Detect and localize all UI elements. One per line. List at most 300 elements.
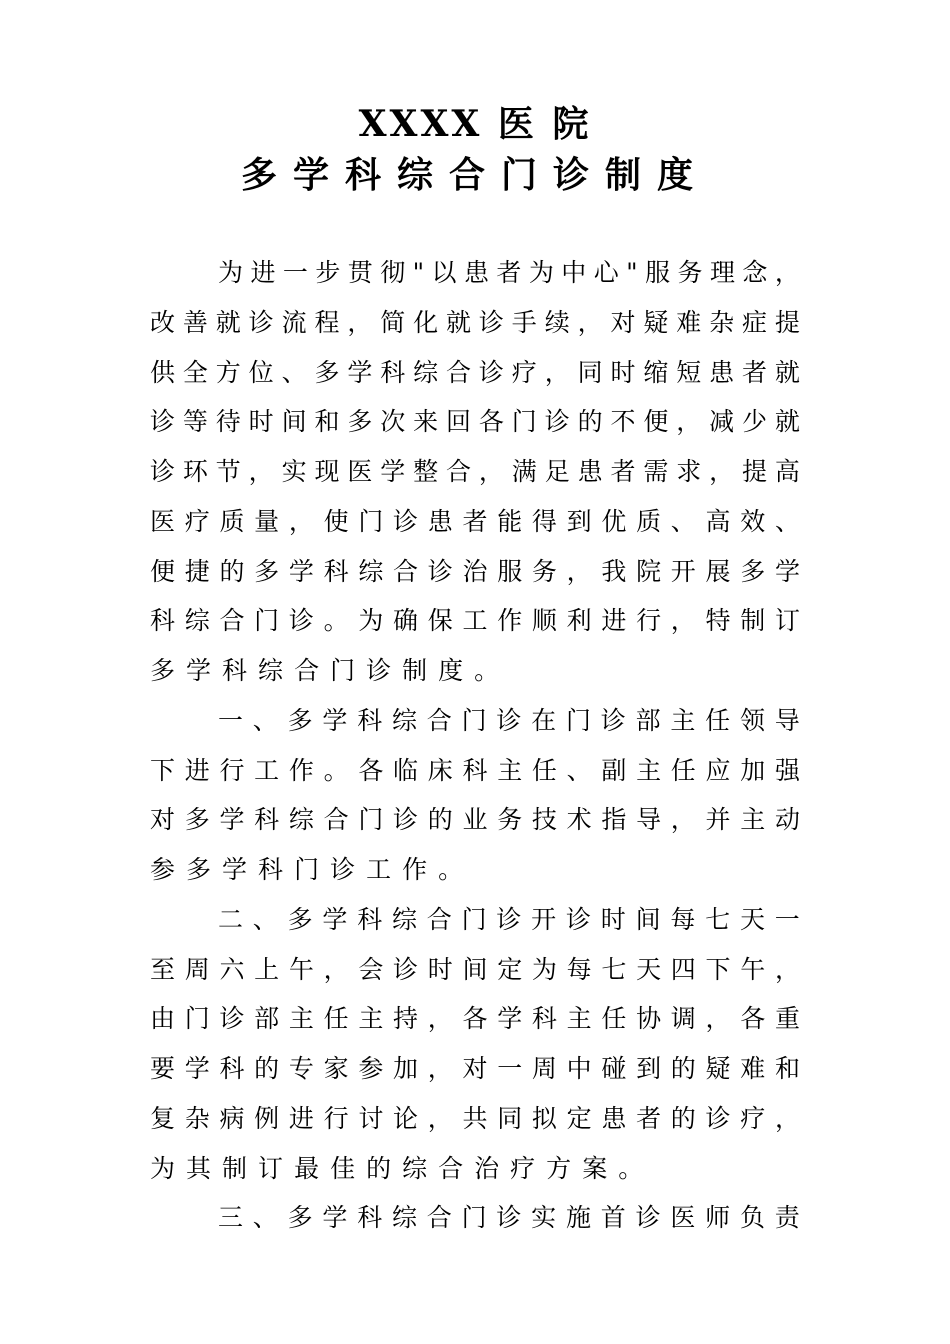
body-char: 患 — [577, 457, 603, 486]
body-char: 高 — [774, 457, 800, 486]
body-char: 综 — [288, 805, 314, 835]
body-char: 下 — [705, 954, 731, 984]
body-char: 患 — [601, 1103, 627, 1133]
body-char: 多 — [254, 556, 280, 586]
body-char: 一 — [774, 904, 800, 934]
body-char: 三 — [218, 1203, 244, 1233]
body-char: 领 — [739, 705, 765, 735]
body-char: 同 — [577, 357, 603, 387]
body-char: 疗 — [184, 506, 210, 536]
body-char: 展 — [705, 556, 731, 586]
body-char: 、 — [281, 357, 307, 387]
body-char: 简 — [380, 307, 406, 337]
body-char: ， — [427, 1004, 453, 1034]
body-char: 步 — [315, 258, 341, 287]
body-char: 由 — [150, 1004, 176, 1034]
body-char: ， — [544, 357, 570, 387]
body-char: 科 — [357, 705, 383, 735]
body-char: ， — [709, 457, 735, 486]
body-char: 、 — [566, 755, 592, 785]
body-char: 多 — [740, 556, 766, 586]
body-char: 术 — [566, 805, 592, 835]
body-char: 。 — [474, 656, 500, 685]
body-char: 工 — [462, 606, 488, 636]
body-char: 确 — [393, 606, 419, 636]
body-char: 务 — [531, 556, 557, 586]
body-char: 便 — [643, 407, 669, 437]
body-line — [150, 596, 800, 646]
body-char: 现 — [314, 457, 340, 486]
body-char: 共 — [462, 1103, 488, 1133]
body-char: 。 — [323, 755, 349, 785]
body-char: 科 — [150, 606, 176, 636]
body-char: 全 — [182, 357, 208, 387]
body-char: 任 — [705, 705, 731, 735]
body-char: 求 — [676, 457, 702, 486]
body-char: 诊 — [478, 307, 504, 337]
body-char: 的 — [577, 407, 603, 437]
body-char: 门 — [294, 855, 320, 884]
body-char: 行 — [323, 1103, 349, 1133]
body-char: 会 — [358, 954, 384, 984]
body-char: 学 — [322, 904, 348, 934]
body-char: 多 — [347, 407, 373, 437]
body-char: 各 — [358, 755, 384, 785]
body-char: 供 — [150, 357, 176, 387]
body-char: 疗 — [511, 357, 537, 387]
body-char: 手 — [511, 307, 537, 337]
body-char: 的 — [254, 1054, 280, 1083]
body-char: 合 — [393, 556, 419, 586]
body-char: 缩 — [643, 357, 669, 387]
body-char: 者 — [742, 357, 768, 387]
body-char: 各 — [478, 407, 504, 437]
body-char: 作 — [402, 855, 428, 884]
body-char: 诊 — [248, 307, 274, 337]
body-char: 部 — [254, 1004, 280, 1034]
body-char: 主 — [497, 755, 523, 785]
body-char: 多 — [314, 357, 340, 387]
body-char: 少 — [742, 407, 768, 437]
body-char: 不 — [610, 407, 636, 437]
body-line — [150, 1193, 800, 1243]
body-char: 特 — [705, 606, 731, 636]
document-title: 多学科综合门诊制度 — [240, 154, 709, 196]
body-char: 诊 — [330, 855, 356, 884]
body-char: 为 — [150, 1153, 176, 1183]
body-line — [150, 497, 800, 547]
body-char: 医 — [347, 457, 373, 486]
body-char: ， — [577, 307, 603, 337]
body-char: 者 — [636, 1103, 662, 1133]
body-char: 短 — [676, 357, 702, 387]
body-char: 学 — [497, 1004, 523, 1034]
body-char: ， — [288, 506, 314, 536]
body-char: 实 — [531, 1203, 557, 1233]
body-char: 、 — [774, 506, 800, 536]
body-char: 中 — [566, 1054, 592, 1083]
body-char: 的 — [366, 1153, 392, 1183]
body-char: 并 — [705, 805, 731, 835]
body-char: 理 — [709, 258, 735, 287]
body-line — [150, 646, 800, 696]
body-char: 任 — [670, 755, 696, 785]
body-char: 难 — [676, 307, 702, 337]
body-char: 回 — [446, 407, 472, 437]
body-char: 、 — [252, 904, 278, 934]
body-char: 工 — [366, 855, 392, 884]
body-char: 强 — [774, 755, 800, 785]
body-line — [150, 348, 800, 398]
body-char: 念 — [742, 258, 768, 287]
body-char: 合 — [219, 606, 245, 636]
body-char: 诊 — [496, 705, 522, 735]
body-line — [150, 746, 800, 796]
body-char: ， — [478, 457, 504, 486]
body-char: 诊 — [496, 1203, 522, 1233]
body-char: 医 — [670, 1203, 696, 1233]
body-char: 行 — [219, 755, 245, 785]
body-line — [150, 845, 800, 895]
body-char: 科 — [357, 1203, 383, 1233]
body-char: 周 — [184, 954, 210, 984]
body-char: 天 — [739, 904, 765, 934]
body-char: 负 — [739, 1203, 765, 1233]
body-char: 和 — [314, 407, 340, 437]
body-char: 优 — [601, 506, 627, 536]
body-char: 诊 — [393, 506, 419, 536]
body-char: 杂 — [184, 1103, 210, 1133]
body-char: 其 — [186, 1153, 212, 1183]
body-char: 顺 — [531, 606, 557, 636]
body-char: 至 — [150, 954, 176, 984]
body-char: 科 — [258, 855, 284, 884]
body-char: 门 — [358, 805, 384, 835]
body-char: 诊 — [565, 904, 591, 934]
body-char: 部 — [635, 705, 661, 735]
body-char: 治 — [474, 1153, 500, 1183]
body-char: " — [626, 258, 638, 287]
body-char: 学 — [774, 556, 800, 586]
body-char: 质 — [219, 506, 245, 536]
body-char: 间 — [281, 407, 307, 437]
body-char: 时 — [610, 357, 636, 387]
body-char: 为 — [528, 258, 554, 287]
body-char: 协 — [636, 1004, 662, 1034]
body-char: 制 — [402, 656, 428, 685]
body-char: 就 — [774, 407, 800, 437]
body-char: 节 — [215, 457, 241, 486]
body-char: 综 — [391, 904, 417, 934]
body-char: 减 — [709, 407, 735, 437]
body-char: 进 — [184, 755, 210, 785]
body-char: 者 — [462, 506, 488, 536]
body-char: 导 — [774, 705, 800, 735]
body-char: 位 — [248, 357, 274, 387]
body-char: 就 — [446, 307, 472, 337]
body-char: 下 — [150, 755, 176, 785]
body-char: 综 — [413, 357, 439, 387]
body-char: 作 — [497, 606, 523, 636]
body-char: 定 — [497, 954, 523, 984]
body-char: 待 — [215, 407, 241, 437]
body-char: 导 — [636, 805, 662, 835]
body-line — [150, 397, 800, 447]
body-char: 的 — [670, 1054, 696, 1083]
body-char: 综 — [402, 1153, 428, 1183]
body-line — [150, 795, 800, 845]
body-char: 时 — [427, 954, 453, 984]
body-char: ， — [566, 556, 592, 586]
body-char: 科 — [323, 556, 349, 586]
body-char: 订 — [258, 1153, 284, 1183]
body-char: 时 — [600, 904, 626, 934]
body-char: 调 — [670, 1004, 696, 1034]
body-line — [150, 1144, 800, 1194]
body-char: 门 — [184, 1004, 210, 1034]
body-char: 专 — [288, 1054, 314, 1083]
body-char: ， — [427, 1103, 453, 1133]
body-char: 医 — [150, 506, 176, 536]
body-char: 在 — [531, 705, 557, 735]
body-char: 合 — [426, 705, 452, 735]
body-line — [150, 248, 800, 298]
body-char: 例 — [254, 1103, 280, 1133]
body-char: 各 — [740, 1004, 766, 1034]
body-char: 论 — [393, 1103, 419, 1133]
body-char: 间 — [635, 904, 661, 934]
body-line — [150, 994, 800, 1044]
body-char: 加 — [393, 1054, 419, 1083]
body-char: 主 — [358, 1004, 384, 1034]
body-char: 重 — [774, 1004, 800, 1034]
body-char: 制 — [222, 1153, 248, 1183]
body-char: 家 — [323, 1054, 349, 1083]
body-char: 午 — [288, 954, 314, 984]
body-char: 责 — [774, 1203, 800, 1233]
body-char: 床 — [427, 755, 453, 785]
body-char: 捷 — [184, 556, 210, 586]
body-char: 科 — [380, 357, 406, 387]
body-char: 首 — [600, 1203, 626, 1233]
body-char: 案 — [582, 1153, 608, 1183]
body-char: 七 — [705, 904, 731, 934]
body-char: 满 — [511, 457, 537, 486]
body-char: 科 — [531, 1004, 557, 1034]
body-char: 诊 — [427, 556, 453, 586]
body-char: 科 — [357, 904, 383, 934]
body-char: 实 — [281, 457, 307, 486]
body-char: 的 — [670, 1103, 696, 1133]
body-char: 学 — [186, 656, 212, 685]
body-char: 需 — [643, 457, 669, 486]
body-char: 学 — [380, 457, 406, 486]
body-char: 进 — [601, 606, 627, 636]
body-char: 化 — [413, 307, 439, 337]
body-line — [150, 298, 800, 348]
body-char: 、 — [252, 705, 278, 735]
body-char: 诊 — [635, 1203, 661, 1233]
body-char: 科 — [219, 1054, 245, 1083]
body-char: 病 — [219, 1103, 245, 1133]
body-char: 综 — [258, 656, 284, 685]
body-char: 一 — [497, 1054, 523, 1083]
body-char: 就 — [215, 307, 241, 337]
body-char: 为 — [218, 258, 244, 287]
body-char: 服 — [645, 258, 671, 287]
body-char: 诊 — [150, 457, 176, 486]
body-char: 中 — [561, 258, 587, 287]
body-char: 门 — [330, 656, 356, 685]
body-char: 、 — [252, 1203, 278, 1233]
body-char: 多 — [287, 1203, 313, 1233]
body-char: 碰 — [601, 1054, 627, 1083]
body-char: 为 — [531, 954, 557, 984]
body-char: 的 — [219, 556, 245, 586]
body-char: 门 — [565, 705, 591, 735]
body-char: 天 — [636, 954, 662, 984]
body-char: 多 — [287, 904, 313, 934]
body-char: 综 — [391, 705, 417, 735]
body-char: 综 — [391, 1203, 417, 1233]
body-char: 学 — [288, 556, 314, 586]
body-char: " — [412, 258, 425, 287]
body-char: 诊 — [150, 407, 176, 437]
body-char: 院 — [636, 556, 662, 586]
body-char: 者 — [610, 457, 636, 486]
body-char: 心 — [593, 258, 619, 287]
body-char: 主 — [636, 755, 662, 785]
body-char: 综 — [184, 606, 210, 636]
body-char: 疑 — [643, 307, 669, 337]
body-char: 二 — [218, 904, 244, 934]
body-char: 诊 — [219, 1004, 245, 1034]
body-char: ， — [676, 407, 702, 437]
body-char: 进 — [250, 258, 276, 287]
body-char: 讨 — [358, 1103, 384, 1133]
body-char: 拟 — [531, 1103, 557, 1133]
body-char: 合 — [426, 1203, 452, 1233]
body-char: 疗 — [740, 1103, 766, 1133]
body-char: ， — [323, 954, 349, 984]
body-char: 诊 — [366, 656, 392, 685]
body-char: 诊 — [544, 407, 570, 437]
body-char: 务 — [497, 805, 523, 835]
body-char: 到 — [636, 1054, 662, 1083]
body-char: 副 — [601, 755, 627, 785]
body-char: 学 — [347, 357, 373, 387]
body-char: 任 — [323, 1004, 349, 1034]
body-char: 学 — [322, 1203, 348, 1233]
body-char: 一 — [218, 705, 244, 735]
body-char: 进 — [288, 1103, 314, 1133]
body-char: 合 — [323, 805, 349, 835]
body-char: 业 — [462, 805, 488, 835]
body-char: 一 — [282, 258, 308, 287]
body-char: 应 — [705, 755, 731, 785]
body-char: 师 — [705, 1203, 731, 1233]
body-char: 以 — [431, 258, 457, 287]
body-char: 开 — [531, 904, 557, 934]
body-char: 程 — [314, 307, 340, 337]
body-char: 疗 — [510, 1153, 536, 1183]
body-char: 等 — [182, 407, 208, 437]
body-char: 的 — [427, 805, 453, 835]
body-char: 提 — [742, 457, 768, 486]
body-char: 门 — [358, 506, 384, 536]
body-char: 持 — [393, 1004, 419, 1034]
body-char: 技 — [531, 805, 557, 835]
body-char: 得 — [531, 506, 557, 536]
body-line — [150, 1094, 800, 1144]
body-char: 诊 — [288, 606, 314, 636]
body-char: 同 — [497, 1103, 523, 1133]
body-char: 每 — [670, 904, 696, 934]
body-char: 对 — [462, 1054, 488, 1083]
body-char: 和 — [774, 1054, 800, 1083]
body-char: 定 — [566, 1103, 592, 1133]
body-char: 制 — [740, 606, 766, 636]
body-char: 六 — [219, 954, 245, 984]
body-char: 施 — [565, 1203, 591, 1233]
body-char: 提 — [774, 307, 800, 337]
body-char: 作 — [288, 755, 314, 785]
body-char: 保 — [427, 606, 453, 636]
body-char: 综 — [358, 556, 384, 586]
body-char: 治 — [462, 556, 488, 586]
body-char: 到 — [566, 506, 592, 536]
hospital-name: XXXX 医 院 — [358, 103, 592, 145]
body-char: 效 — [740, 506, 766, 536]
body-char: 利 — [566, 606, 592, 636]
body-char: 诊 — [705, 1103, 731, 1133]
body-char: 、 — [670, 506, 696, 536]
body-char: 患 — [709, 357, 735, 387]
body-char: 时 — [248, 407, 274, 437]
body-char: 多 — [287, 705, 313, 735]
body-char: ， — [427, 1054, 453, 1083]
body-char: 疑 — [705, 1054, 731, 1083]
body-char: 七 — [601, 954, 627, 984]
body-char: 诊 — [600, 705, 626, 735]
body-line — [150, 547, 800, 597]
body-char: ， — [670, 606, 696, 636]
body-char: 次 — [380, 407, 406, 437]
body-char: 对 — [150, 805, 176, 835]
body-line — [150, 1044, 800, 1094]
body-char: 质 — [636, 506, 662, 536]
body-char: 门 — [461, 904, 487, 934]
body-char: 方 — [215, 357, 241, 387]
body-line — [150, 447, 800, 497]
body-char: 主 — [566, 1004, 592, 1034]
body-char: 门 — [461, 1203, 487, 1233]
body-char: ， — [774, 258, 800, 287]
body-char: 合 — [294, 656, 320, 685]
document-body — [150, 248, 800, 1243]
body-char: ， — [670, 805, 696, 835]
body-char: 主 — [740, 805, 766, 835]
body-char: 使 — [323, 506, 349, 536]
body-char: 主 — [288, 1004, 314, 1034]
body-char: ， — [774, 954, 800, 984]
body-line — [150, 696, 800, 746]
body-char: 能 — [497, 506, 523, 536]
body-char: 环 — [182, 457, 208, 486]
body-char: 多 — [184, 805, 210, 835]
body-char: 诊 — [393, 805, 419, 835]
body-char: 为 — [358, 606, 384, 636]
